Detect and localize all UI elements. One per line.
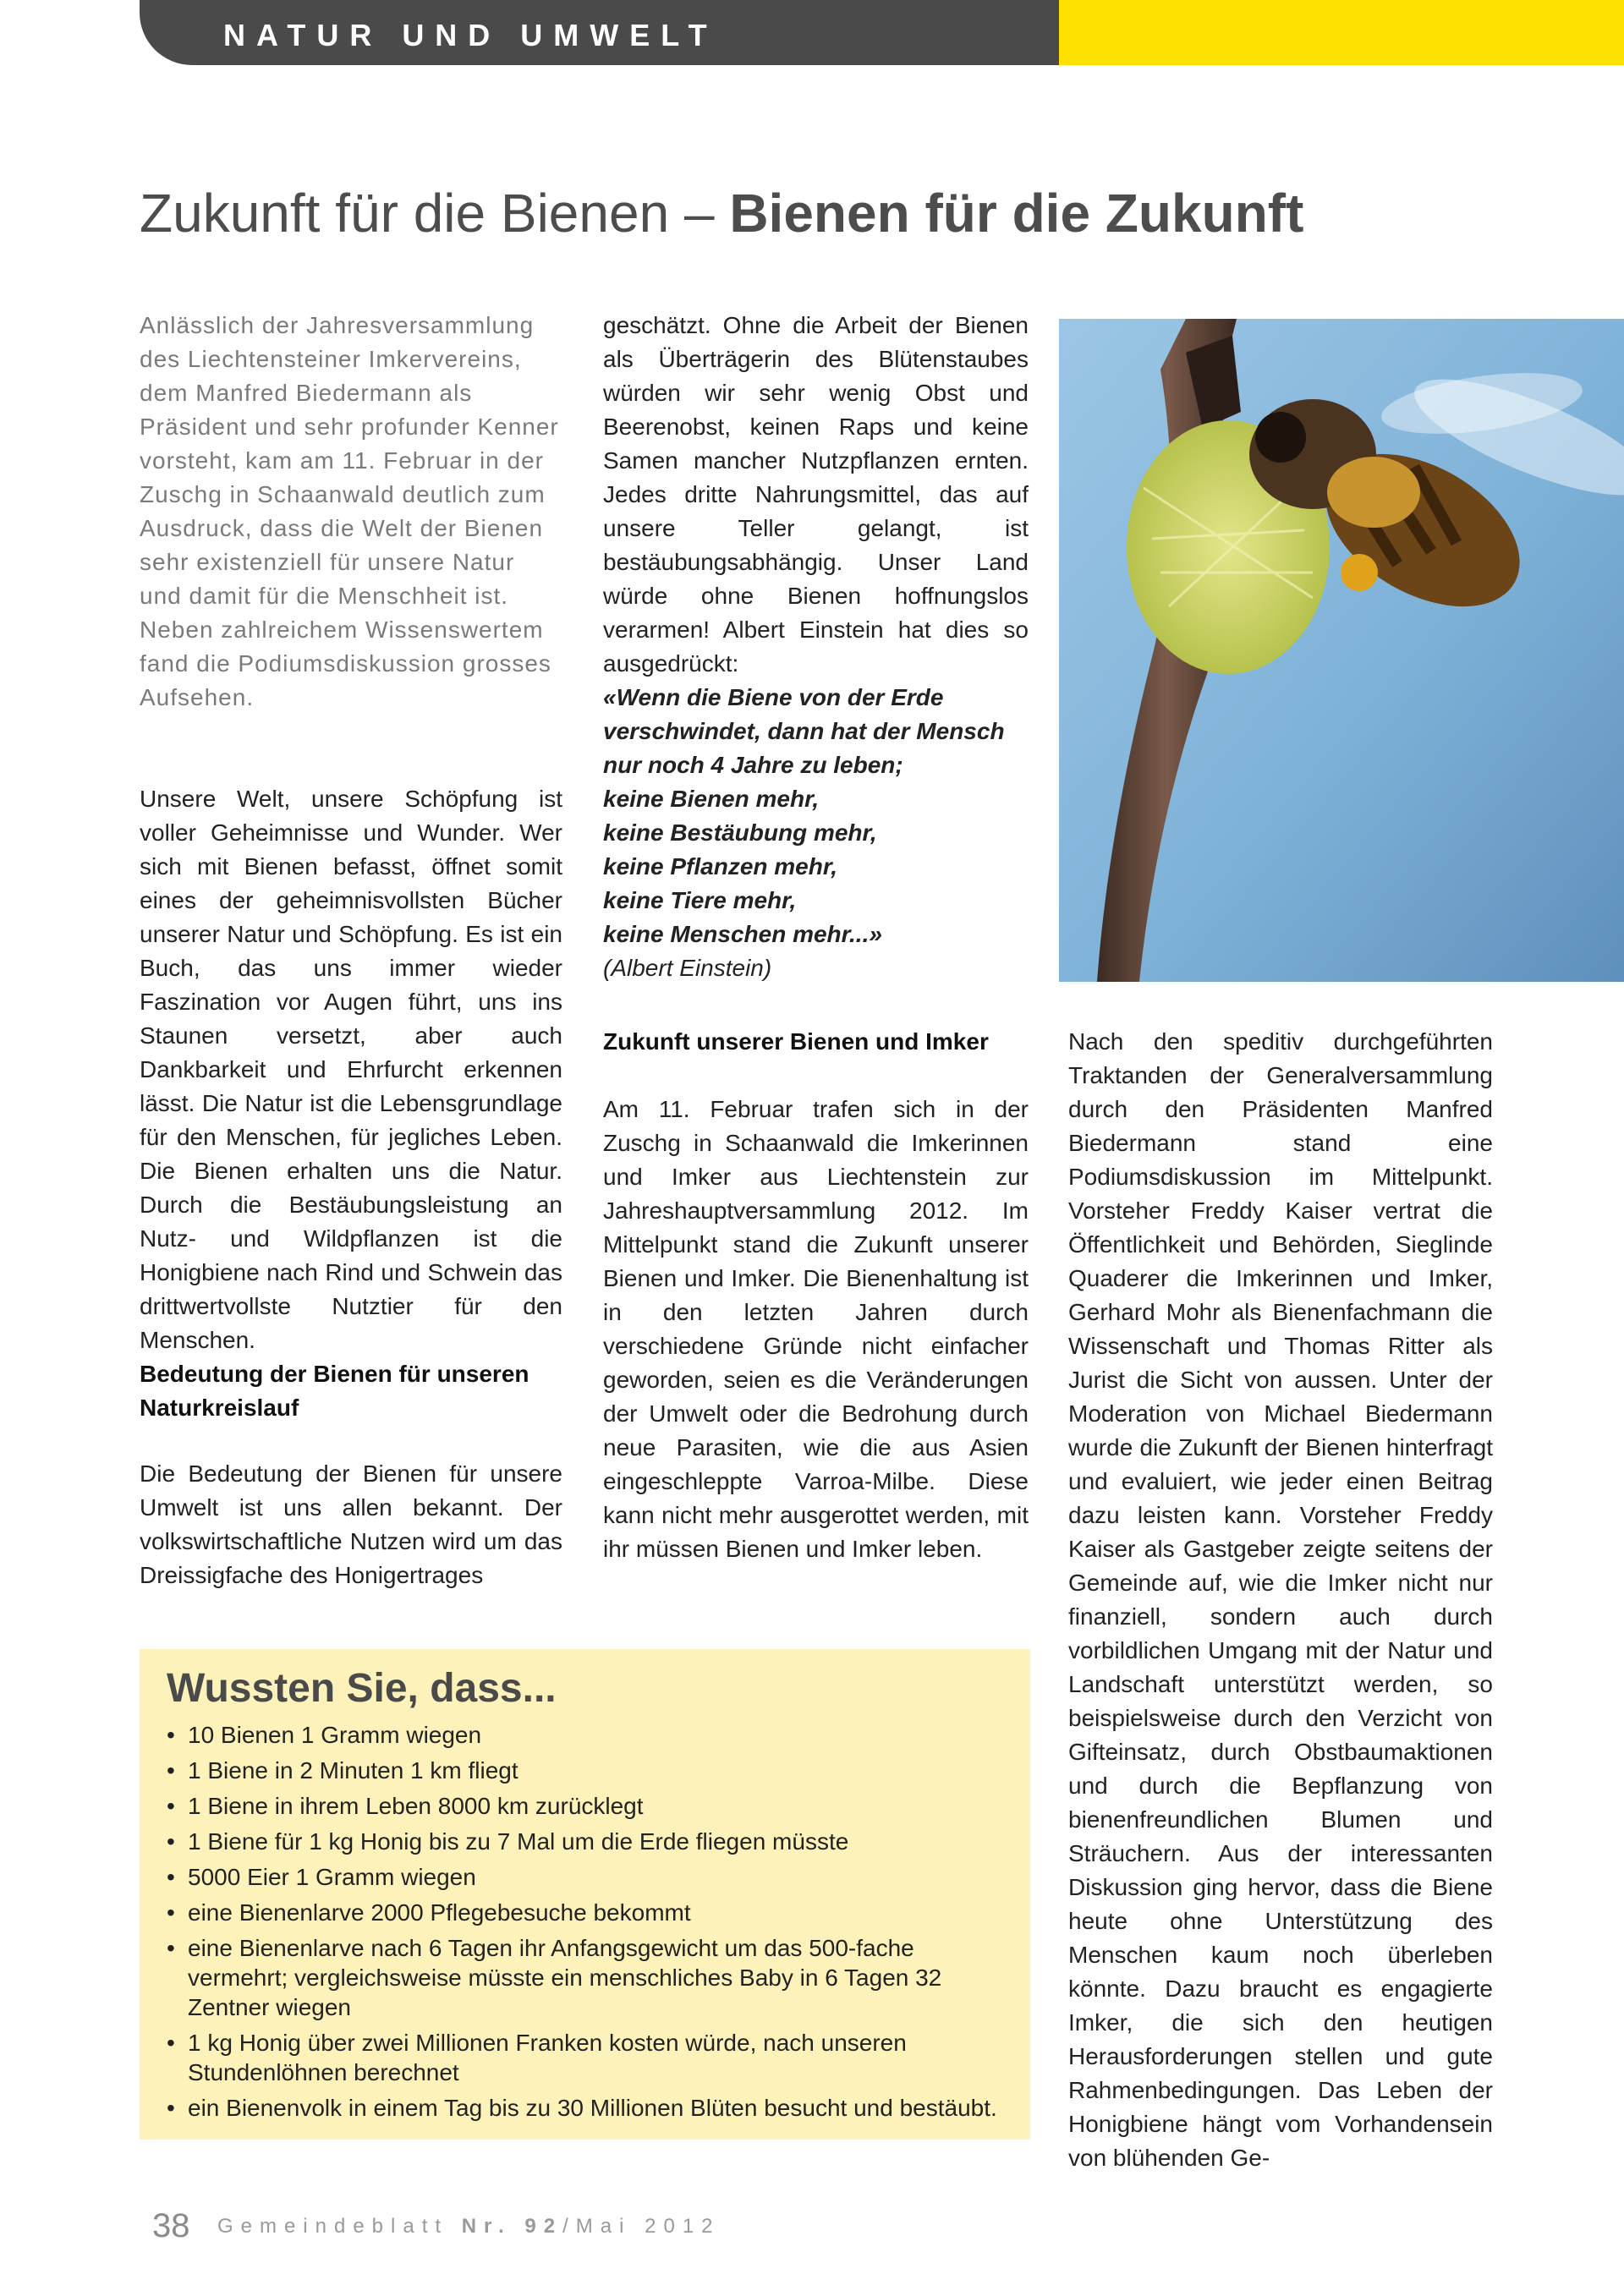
article-intro: Anlässlich der Jahresversammlung des Liechtensteiner Imkervereins, dem Manfred Biedermann als Präsident und sehr profunder Kenner vorsteht, kam am 11. Februar in der Zuschg in Schaanwald deutlich zum Ausdruck, dass die Welt der Bienen sehr existenziell für unsere Natur und damit für die Menschheit ist. Neben zahlreichem Wissenswertem fand die Podiumsdiskussion grosses Aufsehen. [140,312,559,710]
article-title-light: Zukunft für die Bienen – [140,183,730,244]
section-heading-importance: Bedeutung der Bienen für unseren Naturkreislauf [140,1361,529,1421]
page-number: 38 [152,2207,190,2244]
facts-title: Wussten Sie, dass... [167,1666,557,1711]
einstein-quote [603,681,1029,985]
page-footer [152,2207,721,2249]
header-accent-bar [1059,0,1624,65]
publication-name: Gemeindeblatt [217,2214,462,2238]
quote-line: «Wenn die Biene von der Erde verschwindet, dann hat der Mensch nur noch 4 Jahre zu leben; [603,684,1005,778]
quote-line: keine Menschen mehr...» [603,921,882,947]
fact-item: • 1 kg Honig über zwei Millionen Franken kosten würde, nach unseren Stundenlöhnen berechnet [167,2028,1002,2087]
fact-item: • 10 Bienen 1 Gramm wiegen [167,1720,1002,1750]
bee-photo [1059,319,1624,982]
section-heading-future: Zukunft unserer Bienen und Imker [603,1028,989,1055]
quote-line: keine Tiere mehr, [603,887,797,913]
article-paragraph-1: Unsere Welt, unsere Schöpfung ist voller Geheimnisse und Wunder. Wer sich mit Bienen befasst, öffnet somit eines der geheimnisvollsten Bücher unserer Natur und Schöpfung. Es ist ein Buch, das uns immer wieder Faszination vor Augen führt, uns ins Staunen versetzt, aber auch Dankbarkeit und Ehrfurcht erkennen lässt. Die Natur ist die Lebensgrundlage für den Menschen, für jegliches Leben. Die Bienen erhalten uns die Natur. Durch die Bestäubungsleistung an Nutz- und Wildpflanzen ist die Honigbiene nach Rind und Schwein das drittwertvollste Nutztier für den Menschen. [140,786,562,1353]
article-title [140,178,1303,249]
fact-item: • eine Bienenlarve 2000 Pflegebesuche bekommt [167,1898,1002,1927]
facts-list [167,1720,1002,2123]
article-title-bold: Bienen für die Zukunft [729,183,1304,244]
quote-source: (Albert Einstein) [603,955,772,981]
section-title: NATUR UND UMWELT [223,18,718,52]
fact-item: • eine Bienenlarve nach 6 Tagen ihr Anfangsgewicht um das 500-fache vermehrt; vergleichsweise müsste ein menschliches Baby in 6 Tagen 32 Zentner wiegen [167,1933,1002,2022]
quote-line: keine Pflanzen mehr, [603,853,837,879]
fact-item: • 5000 Eier 1 Gramm wiegen [167,1862,1002,1892]
publication-info [217,2215,721,2238]
fact-item: • 1 Biene in ihrem Leben 8000 km zurücklegt [167,1791,1002,1821]
issue-number: Nr. 92 [461,2214,563,2238]
article-paragraph-2: Die Bedeutung der Bienen für unsere Umwelt ist uns allen bekannt. Der volkswirtschaftliche Nutzen wird um das Dreissigfache des Honigertrages [140,1460,562,1588]
article-paragraph-5: Nach den speditiv durchgeführten Traktanden der Generalversammlung durch den Präsidenten Manfred Biedermann stand eine Podiumsdiskussion im Mittelpunkt. Vorsteher Freddy Kaiser vertrat die Öffentlichkeit und Behörden, Sieglinde Quaderer die Imkerinnen und Imker, Gerhard Mohr als Bienenfachmann die Wissenschaft und Thomas Ritter als Jurist die Sicht von aussen. Unter der Moderation von Michael Biedermann wurde die Zukunft der Bienen hinterfragt und evaluiert, wie jeder einen Beitrag dazu leisten kann. Vorsteher Freddy Kaiser als Gastgeber zeigte seitens der Gemeinde auf, wie die Imker nicht nur finanziell, sondern auch durch vorbildlichen Umgang mit der Natur und Landschaft unterstützt werden, so beispielsweise durch den Verzicht von Gifteinsatz, durch Obstbaumaktionen und durch die Bepflanzung von bienenfreundlichen Blumen und Sträuchern. Aus der interessanten Diskussion ging hervor, dass die Biene heute ohne Unterstützung des Menschen kaum noch überleben könnte. Dazu braucht es engagierte Imker, die sich den heutigen Herausforderungen stellen und gute Rahmenbedingungen. Das Leben der Honigbiene hängt vom Vorhandensein von blühenden Ge- [1068,1028,1493,2171]
article-paragraph-4: Am 11. Februar trafen sich in der Zuschg in Schaanwald die Imkerinnen und Imker aus Liechtenstein zur Jahreshauptversammlung 2012. Im Mittelpunkt stand die Zukunft unserer Bienen und Imker. Die Bienenhaltung ist in den letzten Jahren durch verschiedene Gründe nicht einfacher geworden, seien es die Veränderungen der Umwelt oder die Bedrohung durch neue Parasiten, wie die aus Asien eingeschleppte Varroa-Milbe. Diese kann nicht mehr ausgerottet werden, mit ihr müssen Bienen und Imker leben. [603,1096,1029,1562]
facts-box [140,1649,1030,2140]
article-paragraph-3: geschätzt. Ohne die Arbeit der Bienen als Überträgerin des Blütenstaubes würden wir sehr wenig Obst und Beerenobst, keinen Raps und keine Samen mancher Nutzpflanzen ernten. Jedes dritte Nahrungsmittel, das auf unsere Teller gelangt, ist bestäubungsabhängig. Unser Land würde ohne Bienen hoffnungslos verarmen! Albert Einstein hat dies so ausgedrückt: [603,312,1029,677]
issue-date: /Mai 2012 [562,2214,721,2238]
fact-item: • 1 Biene in 2 Minuten 1 km fliegt [167,1756,1002,1785]
fact-item: • ein Bienenvolk in einem Tag bis zu 30 Millionen Blüten besucht und bestäubt. [167,2093,1002,2123]
fact-item: • 1 Biene für 1 kg Honig bis zu 7 Mal um die Erde fliegen müsste [167,1827,1002,1856]
quote-line: keine Bienen mehr, [603,786,820,812]
quote-line: keine Bestäubung mehr, [603,819,877,846]
